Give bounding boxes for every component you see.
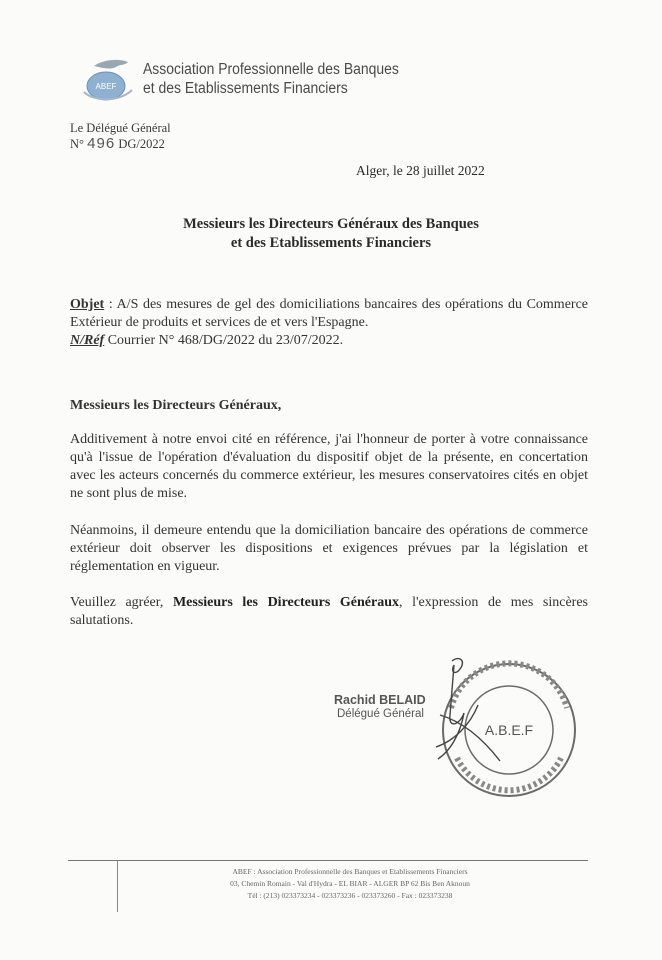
sender-title: Le Délégué Général [70,121,171,135]
footer-line-2: 03, Chemin Romain - Val d'Hydra - EL BIAR - ALGER BP 62 Bis Ben Aknoun [230,879,470,888]
paragraph-1: Additivement à notre envoi cité en référence, j'ai l'honneur de porter à votre connaissance qu'à l'issue de l'opération d'évaluation du dispositif objet de la présente, en concertation avec les acteurs concernés du commerce extérieur, les mesures conservatoires cités en objet ne sont plus de mise. [70,432,588,501]
salutation: Messieurs les Directeurs Généraux, [70,398,282,413]
reference-line: N/Réf Courrier N° 468/DG/2022 du 23/07/2022. [70,333,344,348]
objet-line: Objet : A/S des mesures de gel des domiciliations bancaires des opérations du Commerce Extérieur de produits et services de et vers l'Espagne. [70,297,588,330]
signatory-name: Rachid BELAID [334,693,426,707]
closing-paragraph: Veuillez agréer, Messieurs les Directeurs Généraux, l'expression de mes sincères salutations. [70,595,588,628]
letter-date: Alger, le 28 juillet 2022 [356,163,485,178]
svg-text:A.B.E.F: A.B.E.F [484,722,534,738]
footer-vertical-rule [117,860,118,912]
paragraph-2: Néanmoins, il demeure entendu que la domiciliation bancaire des opérations de commerce extérieur doit observer les dispositions et exigences prévues par la législation et réglementation en vigueur. [70,523,588,574]
footer-line-1: ABEF : Association Professionnelle des Banques et Etablissements Financiers [232,867,468,876]
subject-block [70,296,588,350]
reference-number: N° 496 DG/2022 [70,135,165,152]
signatory-title: Délégué Général [337,708,424,720]
handwritten-signature [430,655,510,765]
organization-name: Association Professionnelle des Banques et des Etablissements Financiers [143,61,399,97]
addressee: Messieurs les Directeurs Généraux des Banques et des Etablissements Financiers [183,216,479,251]
footer-line-3: Tél : (213) 023373234 - 023373236 - 023373260 - Fax : 023373238 [247,891,453,900]
handwritten-number: 496 [87,135,116,152]
footer-divider [68,860,588,861]
abef-logo [80,58,142,104]
svg-text:ABEF: ABEF [95,82,117,91]
